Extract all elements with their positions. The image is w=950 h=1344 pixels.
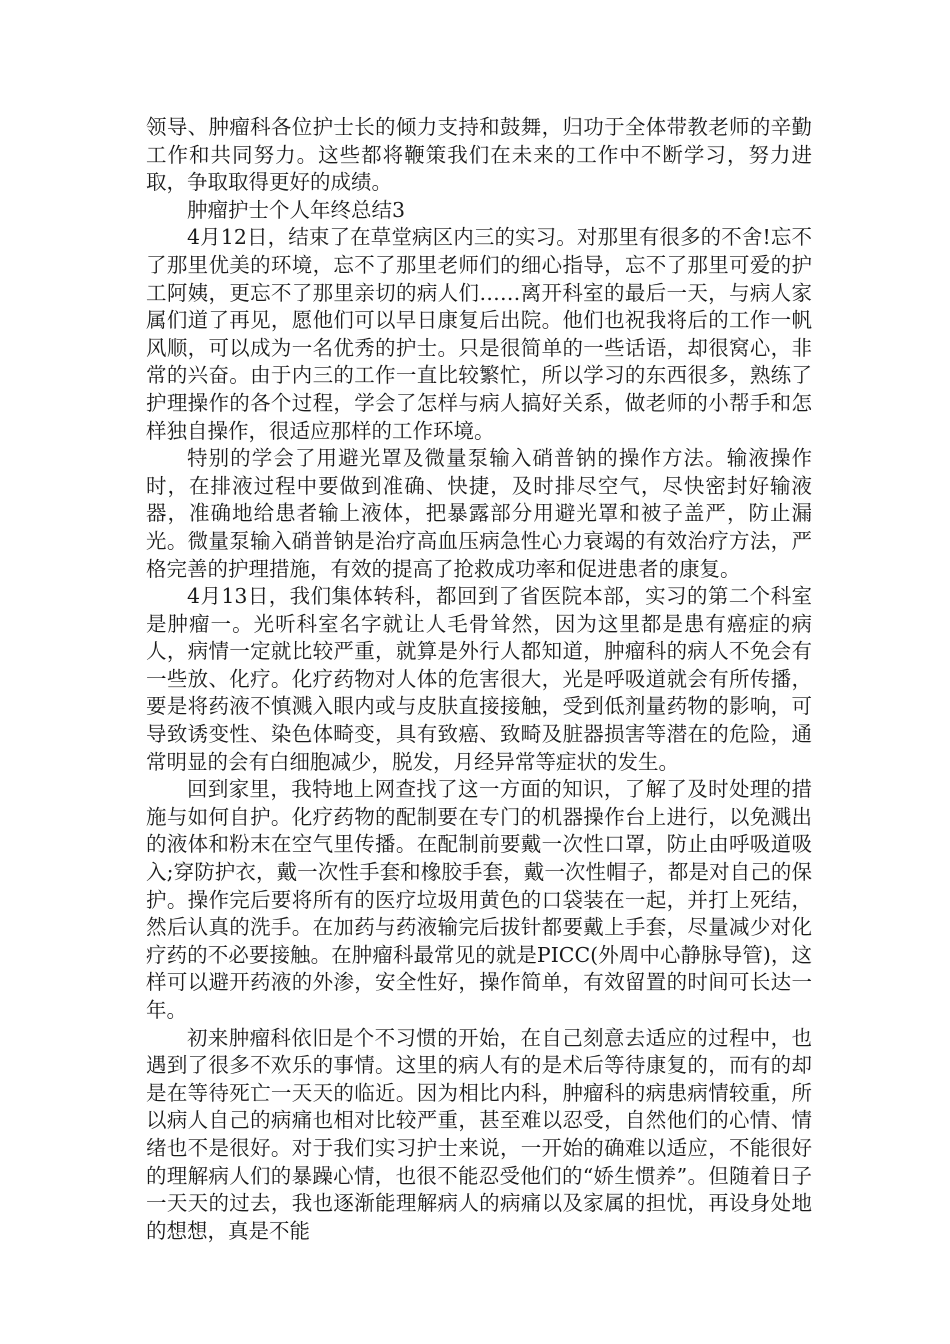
- paragraph-3: 4月12日，结束了在草堂病区内三的实习。对那里有很多的不舍!忘不了那里优美的环境，忘不了那里老师们的细心指导，忘不了那里可爱的护工阿姨，更忘不了那里亲切的病人们……离开科室的最后一天，与病人家属们道了再见，愿他们可以早日康复后出院。他们也祝我将后的工作一帆风顺，可以成为一名优秀的护士。只是很简单的一些话语，却很窝心，非常的兴奋。由于内三的工作一直比较繁忙，所以学习的东西很多，熟练了护理操作的各个过程，学会了怎样与病人搞好关系，做老师的小帮手和怎样独自操作，很适应那样的工作环境。: [146, 225, 812, 443]
- paragraph-5: 4月13日，我们集体转科，都回到了省医院本部，实习的第二个科室是肿瘤一。光听科室名字就让人毛骨耸然，因为这里都是患有癌症的病人，病情一定就比较严重，就算是外行人都知道，肿瘤科的病人不免会有一些放、化疗。化疗药物对人体的危害很大，光是呼吸道就会有所传播，要是将药液不慎溅入眼内或与皮肤直接接触，受到低剂量药物的影响，可导致诱变性、染色体畸变，具有致癌、致畸及脏器损害等潜在的危险，通常明显的会有白细胞减少，脱发，月经异常等症状的发生。: [146, 584, 812, 774]
- document-body: [146, 114, 812, 1245]
- paragraph-6: 回到家里，我特地上网查找了这一方面的知识，了解了及时处理的措施与如何自护。化疗药物的配制要在专门的机器操作台上进行，以免溅出的液体和粉末在空气里传播。在配制前要戴一次性口罩，防止由呼吸道吸入;穿防护衣，戴一次性手套和橡胶手套，戴一次性帽子，都是对自己的保护。操作完后要将所有的医疗垃圾用黄色的口袋装在一起，并打上死结，然后认真的洗手。在加药与药液输完后拔针都要戴上手套，尽量减少对化疗药的不必要接触。在肿瘤科最常见的就是PICC(外周中心静脉导管)，这样可以避开药液的外渗，安全性好，操作简单，有效留置的时间可长达一年。: [146, 777, 812, 1022]
- paragraph-1: 领导、肿瘤科各位护士长的倾力支持和鼓舞，归功于全体带教老师的辛勤工作和共同努力。这些都将鞭策我们在未来的工作中不断学习，努力进取，争取取得更好的成绩。: [146, 115, 812, 195]
- paragraph-4: 特别的学会了用避光罩及微量泵输入硝普钠的操作方法。输液操作时，在排液过程中要做到准确、快捷，及时排尽空气，尽快密封好输液器，准确地给患者输上液体，把暴露部分用避光罩和被子盖严，防止漏光。微量泵输入硝普钠是治疗高血压病急性心力衰竭的有效治疗方法，严格完善的护理措施，有效的提高了抢救成功率和促进患者的康复。: [146, 446, 812, 581]
- section-heading: 肿瘤护士个人年终总结3: [187, 197, 406, 222]
- paragraph-7: 初来肿瘤科依旧是个不习惯的开始，在自己刻意去适应的过程中，也遇到了很多不欢乐的事情。这里的病人有的是术后等待康复的，而有的却是在等待死亡一天天的临近。因为相比内科，肿瘤科的病患病情较重，所以病人自己的病痛也相对比较严重，甚至难以忍受，自然他们的心情、情绪也不是很好。对于我们实习护士来说，一开始的确难以适应，不能很好的理解病人们的暴躁心情，也很不能忍受他们的“娇生惯养”。但随着日子一天天的过去，我也逐渐能理解病人的病痛以及家属的担忧，再设身处地的想想，真是不能: [146, 1025, 812, 1243]
